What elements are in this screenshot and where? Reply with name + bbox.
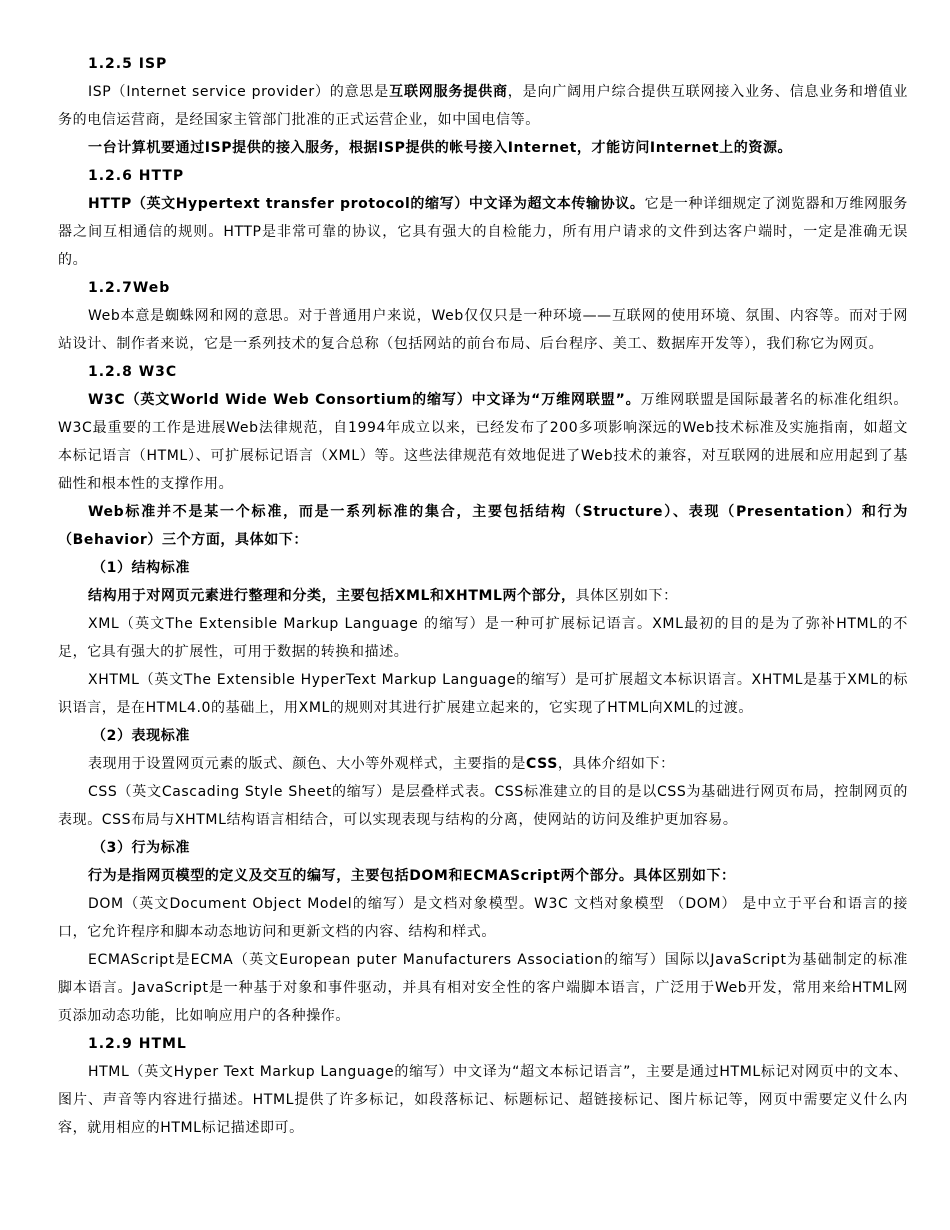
w3c-text-b: 万维网联盟是国际最著名的标准化组织。W3C最重要的工作是进展Web法律规范，自1994年成立以来，已经发布了200多项影响深远的Web技术标准及实施指南，如超文本标记语言（HTML）、可扩展标记语言（XML）等。这些法律规范有效地促进了Web技术的兼容，对互联网的进展和应用起到了基础性和根本性的支撑作用。 xyxy=(58,392,908,492)
section-heading-isp: 1.2.5 ISP xyxy=(88,56,168,72)
paragraph-xml: XML（英文The Extensible Markup Language 的缩写）是一种可扩展标记语言。XML最初的目的是为了弥补HTML的不足，它具有强大的扩展性，可用于数据的转换和描述。 xyxy=(58,616,908,660)
section-heading-html: 1.2.9 HTML xyxy=(88,1036,187,1052)
subheading-presentation-standard: （2）表现标准 xyxy=(92,728,190,744)
presentation-intro-css-bold: CSS xyxy=(526,756,558,772)
http-term-bold: HTTP（英文Hypertext transfer protocol的缩写）中文译为超文本传输协议。 xyxy=(88,196,645,212)
paragraph-dom: DOM（英文Document Object Model的缩写）是文档对象模型。W3C 文档对象模型 （DOM） 是中立于平台和语言的接口，它允许程序和脚本动态地访问和更新文档的内容、结构和样式。 xyxy=(58,896,908,940)
isp-text-c: ，是向广阔用户综合提供互联网接入业务、信息业务和增值业务的电信运营商，是经国家主管部门批准的正式运营企业，如中国电信等。 xyxy=(58,84,908,128)
section-heading-web: 1.2.7Web xyxy=(88,280,171,296)
structure-intro-text: 具体区别如下： xyxy=(575,588,678,604)
isp-term-bold: 互联网服务提供商 xyxy=(389,84,508,100)
paragraph-isp-definition xyxy=(58,78,908,134)
paragraph-presentation-intro xyxy=(58,750,908,778)
http-text-b: 它是一种详细规定了浏览器和万维网服务器之间互相通信的规则。HTTP是非常可靠的协议，它具有强大的自检能力，所有用户请求的文件到达客户端时，一定是准确无误的。 xyxy=(58,196,908,268)
paragraph-web-definition: Web本意是蜘蛛网和网的意思。对于普通用户来说，Web仅仅只是一种环境——互联网的使用环境、氛围、内容等。而对于网站设计、制作者来说，它是一系列技术的复合总称（包括网站的前台布局、后台程序、美工、数据库开发等），我们称它为网页。 xyxy=(58,308,908,352)
paragraph-w3c-definition xyxy=(58,386,908,498)
isp-text-a: ISP（Internet service provider）的意思是 xyxy=(88,84,390,100)
paragraph-structure-intro xyxy=(58,582,908,610)
subheading-structure-standard: （1）结构标准 xyxy=(92,560,190,576)
paragraph-css: CSS（英文Cascading Style Sheet的缩写）是层叠样式表。CSS标准建立的目的是以CSS为基础进行网页布局，控制网页的表现。CSS布局与XHTML结构语言相结合，可以实现表现与结构的分离，使网站的访问及维护更加容易。 xyxy=(58,784,908,828)
paragraph-web-standards: Web标准并不是某一个标准，而是一系列标准的集合，主要包括结构（Structure）、表现（Presentation）和行为（Behavior）三个方面，具体如下： xyxy=(58,504,908,548)
paragraph-behavior-intro: 行为是指网页模型的定义及交互的编写，主要包括DOM和ECMAScript两个部分。具体区别如下： xyxy=(88,868,736,884)
paragraph-xhtml: XHTML（英文The Extensible HyperText Markup Language的缩写）是可扩展超文本标识语言。XHTML是基于XML的标识语言，是在HTML4.0的基础上，用XML的规则对其进行扩展建立起来的，它实现了HTML向XML的过渡。 xyxy=(58,672,908,716)
paragraph-isp-access: 一台计算机要通过ISP提供的接入服务，根据ISP提供的帐号接入Internet，才能访问Internet上的资源。 xyxy=(88,140,793,156)
document-page xyxy=(58,50,908,1142)
presentation-intro-text: 表现用于设置网页元素的版式、颜色、大小等外观样式，主要指的是 xyxy=(88,756,526,772)
subheading-behavior-standard: （3）行为标准 xyxy=(92,840,190,856)
section-heading-w3c: 1.2.8 W3C xyxy=(88,364,178,380)
paragraph-ecmascript: ECMAScript是ECMA（英文European puter Manufacturers Association的缩写）国际以JavaScript为基础制定的标准脚本语言。JavaScript是一种基于对象和事件驱动，并具有相对安全性的客户端脚本语言，广泛用于Web开发，常用来给HTML网页添加动态功能，比如响应用户的各种操作。 xyxy=(58,952,908,1024)
presentation-intro-tail: ，具体介绍如下： xyxy=(557,756,675,772)
structure-intro-bold: 结构用于对网页元素进行整理和分类，主要包括XML和XHTML两个部分， xyxy=(88,588,576,604)
paragraph-http-definition xyxy=(58,190,908,274)
w3c-term-bold: W3C（英文World Wide Web Consortium的缩写）中文译为“万维网联盟”。 xyxy=(88,392,641,408)
paragraph-html-definition: HTML（英文Hyper Text Markup Language的缩写）中文译为“超文本标记语言”，主要是通过HTML标记对网页中的文本、图片、声音等内容进行描述。HTML提供了许多标记，如段落标记、标题标记、超链接标记、图片标记等，网页中需要定义什么内容，就用相应的HTML标记描述即可。 xyxy=(58,1064,908,1136)
section-heading-http: 1.2.6 HTTP xyxy=(88,168,185,184)
